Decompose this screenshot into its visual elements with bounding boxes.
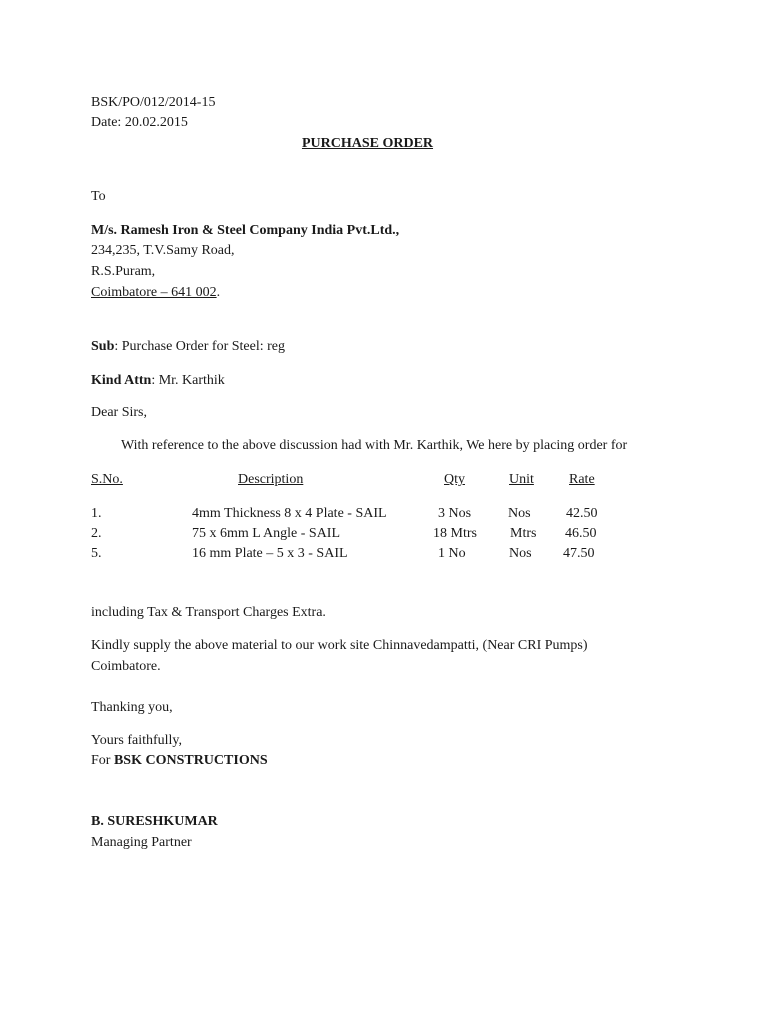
row-qty: 1 No [438,546,466,561]
subject-line [91,337,285,357]
address-city: Coimbatore – 641 002 [91,285,217,300]
row-sno: 2. [91,526,102,541]
row-unit: Nos [508,506,531,521]
row-sno: 1. [91,506,102,521]
row-description: 4mm Thickness 8 x 4 Plate - SAIL [192,506,387,521]
address-line-2: R.S.Puram, [91,264,156,279]
intro-paragraph: With reference to the above discussion had with Mr. Karthik, We here by placing order for [121,438,628,453]
header-sno: S.No. [91,472,123,487]
page-title: PURCHASE ORDER [301,136,434,151]
subject-text: : Purchase Order for Steel: reg [114,339,286,354]
row-sno: 5. [91,546,102,561]
subject-label: Sub [91,339,115,354]
salutation: Dear Sirs, [91,405,147,420]
attention-line [91,371,225,391]
for-prefix: For [91,753,114,768]
reference-number: BSK/PO/012/2014-15 [91,95,216,110]
address-line-3 [91,283,220,303]
row-rate: 47.50 [563,546,595,561]
order-date: Date: 20.02.2015 [91,115,188,130]
company-name: BSK CONSTRUCTIONS [113,753,268,768]
signatory-designation: Managing Partner [91,835,192,850]
tax-note: including Tax & Transport Charges Extra. [91,605,326,620]
to-label: To [91,189,106,204]
header-rate: Rate [569,472,595,487]
addressee-name: M/s. Ramesh Iron & Steel Company India Pvt.Ltd., [91,223,400,238]
signatory-name: B. SURESHKUMAR [91,814,218,829]
row-qty: 3 Nos [438,506,472,521]
row-unit: Nos [509,546,532,561]
address-period: . [216,285,221,300]
supply-instruction: Kindly supply the above material to our work site Chinnavedampatti, (Near CRI Pumps) [91,638,588,653]
row-rate: 46.50 [565,526,597,541]
row-qty: 18 Mtrs [433,526,477,541]
attention-text: : Mr. Karthik [151,373,225,388]
supply-location: Coimbatore. [91,659,161,674]
header-qty: Qty [444,472,465,487]
header-unit: Unit [509,472,534,487]
closing-line: Yours faithfully, [91,733,183,748]
address-line-1: 234,235, T.V.Samy Road, [91,243,235,258]
thanks-line: Thanking you, [91,700,173,715]
header-description: Description [238,472,304,487]
attention-label: Kind Attn [91,373,152,388]
row-description: 16 mm Plate – 5 x 3 - SAIL [192,546,348,561]
row-unit: Mtrs [510,526,537,541]
company-line [91,751,268,771]
row-description: 75 x 6mm L Angle - SAIL [192,526,341,541]
row-rate: 42.50 [566,506,598,521]
